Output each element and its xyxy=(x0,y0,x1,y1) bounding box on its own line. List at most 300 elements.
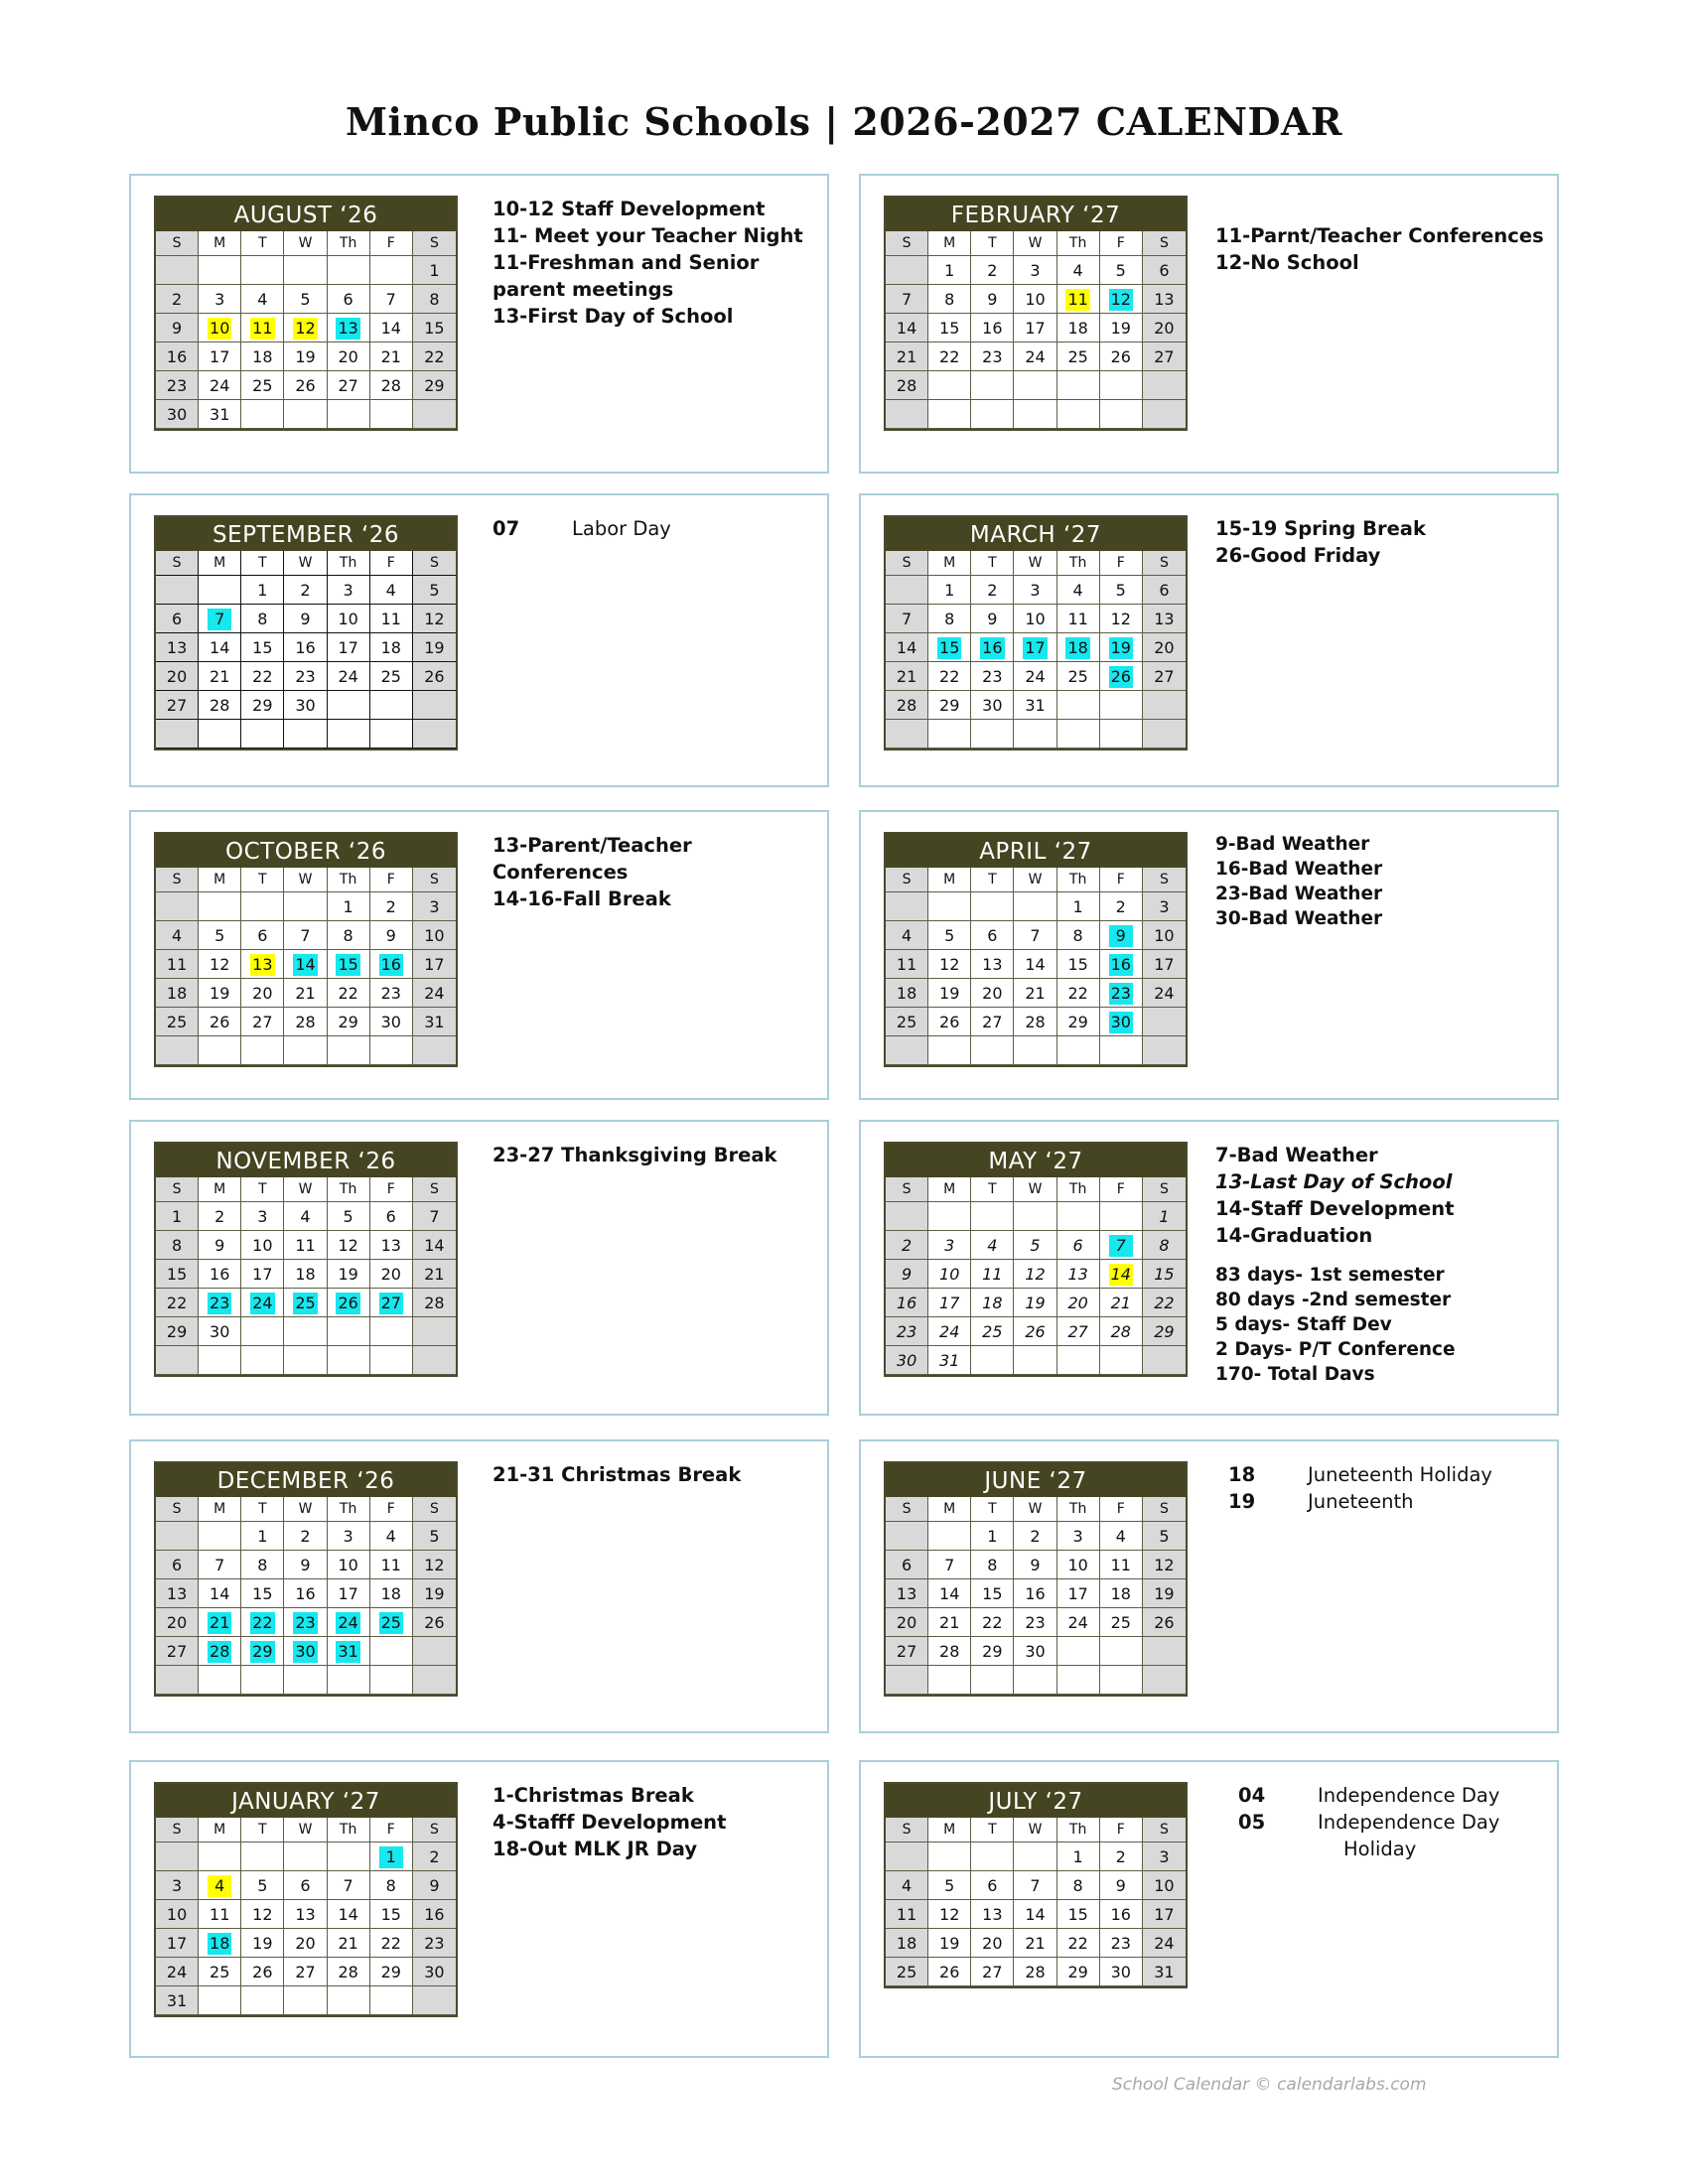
empty-cell xyxy=(1143,400,1186,429)
day-cell: 13 xyxy=(971,950,1014,979)
empty-cell xyxy=(1100,1637,1143,1666)
day-cell: 3 xyxy=(1014,256,1056,285)
empty-cell xyxy=(199,1036,241,1065)
day-cell: 6 xyxy=(370,1202,413,1231)
weekday-header: Th xyxy=(1057,551,1100,576)
note-line: parent meetings xyxy=(492,278,674,301)
day-cell: 20 xyxy=(156,1608,199,1637)
day-cell: 15 xyxy=(928,314,971,342)
day-cell: 6 xyxy=(156,605,199,633)
empty-cell xyxy=(156,1843,199,1871)
day-cell: 22 xyxy=(413,342,456,371)
day-cell: 17 xyxy=(413,950,456,979)
day-cell: 1 xyxy=(928,576,971,605)
empty-cell xyxy=(284,400,327,429)
empty-cell xyxy=(1014,720,1056,749)
day-cell: 16 xyxy=(199,1260,241,1289)
day-grid xyxy=(156,1177,456,1375)
day-cell: 24 xyxy=(1014,662,1056,691)
month-name: FEBRUARY ‘27 xyxy=(886,198,1186,231)
note-date: 07 xyxy=(492,517,520,540)
day-cell: 29 xyxy=(971,1637,1014,1666)
day-cell: 30 xyxy=(886,1346,928,1375)
month-calendar xyxy=(884,515,1188,751)
day-cell: 8 xyxy=(928,605,971,633)
day-grid xyxy=(886,868,1186,1065)
weekday-header: S xyxy=(1143,231,1186,256)
day-cell: 9 xyxy=(886,1260,928,1289)
day-cell: 18 xyxy=(156,979,199,1008)
weekday-header: S xyxy=(156,868,199,892)
day-cell: 20 xyxy=(1143,314,1186,342)
day-cell: 2 xyxy=(413,1843,456,1871)
day-cell: 24 xyxy=(413,979,456,1008)
day-cell xyxy=(328,314,370,342)
day-cell xyxy=(1100,1008,1143,1036)
empty-cell xyxy=(199,1986,241,2015)
day-cell: 25 xyxy=(199,1958,241,1986)
day-cell: 26 xyxy=(241,1958,284,1986)
empty-cell xyxy=(241,1346,284,1375)
day-cell: 9 xyxy=(1100,1871,1143,1900)
day-cell: 10 xyxy=(928,1260,971,1289)
highlight-cyan: 23 xyxy=(295,1613,316,1632)
day-cell: 2 xyxy=(1014,1522,1056,1551)
weekday-header: S xyxy=(886,231,928,256)
day-cell: 6 xyxy=(241,921,284,950)
day-cell xyxy=(241,1289,284,1317)
day-cell: 30 xyxy=(370,1008,413,1036)
day-cell: 8 xyxy=(328,921,370,950)
empty-cell xyxy=(971,1843,1014,1871)
empty-cell xyxy=(241,892,284,921)
day-cell: 30 xyxy=(1014,1637,1056,1666)
weekday-header: F xyxy=(1100,1818,1143,1843)
day-cell: 1 xyxy=(156,1202,199,1231)
day-cell: 16 xyxy=(971,314,1014,342)
day-cell: 1 xyxy=(413,256,456,285)
highlight-cyan: 26 xyxy=(1110,667,1131,686)
month-notes xyxy=(492,1782,820,1862)
month-panel xyxy=(129,493,829,787)
highlight-cyan: 16 xyxy=(1110,955,1131,974)
day-cell: 22 xyxy=(971,1608,1014,1637)
day-cell xyxy=(1100,979,1143,1008)
month-notes xyxy=(492,832,820,912)
month-notes xyxy=(1238,1782,1566,1862)
day-cell: 15 xyxy=(156,1260,199,1289)
day-cell: 7 xyxy=(284,921,327,950)
day-cell: 23 xyxy=(1014,1608,1056,1637)
note-text: Independence Day xyxy=(1318,1784,1500,1807)
empty-cell xyxy=(413,1036,456,1065)
highlight-yellow: 10 xyxy=(210,319,230,338)
weekday-header: W xyxy=(1014,1818,1056,1843)
empty-cell xyxy=(156,1666,199,1695)
day-cell: 28 xyxy=(370,371,413,400)
empty-cell xyxy=(370,400,413,429)
day-cell: 17 xyxy=(1143,1900,1186,1929)
day-cell: 12 xyxy=(1100,605,1143,633)
weekday-header: S xyxy=(1143,551,1186,576)
note-line: 14-Graduation xyxy=(1215,1224,1373,1247)
day-cell: 30 xyxy=(156,400,199,429)
day-cell: 6 xyxy=(1143,256,1186,285)
weekday-header: W xyxy=(284,1818,327,1843)
empty-cell xyxy=(284,1317,327,1346)
day-cell: 15 xyxy=(971,1579,1014,1608)
day-cell: 10 xyxy=(413,921,456,950)
month-panel xyxy=(129,1120,829,1416)
note-line: 23-27 Thanksgiving Break xyxy=(492,1144,777,1166)
day-cell: 12 xyxy=(413,1551,456,1579)
highlight-cyan: 16 xyxy=(380,955,401,974)
day-cell xyxy=(1100,921,1143,950)
highlight-yellow: 11 xyxy=(1067,290,1088,309)
day-cell: 29 xyxy=(928,691,971,720)
weekday-header: T xyxy=(971,1497,1014,1522)
stat-line: 80 days -2nd semester xyxy=(1215,1290,1452,1310)
empty-cell xyxy=(284,1346,327,1375)
empty-cell xyxy=(886,1843,928,1871)
empty-cell xyxy=(284,1666,327,1695)
empty-cell xyxy=(370,1317,413,1346)
day-cell: 26 xyxy=(284,371,327,400)
month-panel xyxy=(129,174,829,474)
empty-cell xyxy=(1057,720,1100,749)
weekday-header: S xyxy=(413,231,456,256)
weekday-header: S xyxy=(886,1177,928,1202)
day-cell: 20 xyxy=(241,979,284,1008)
empty-cell xyxy=(199,1522,241,1551)
day-cell: 11 xyxy=(156,950,199,979)
day-cell: 13 xyxy=(156,1579,199,1608)
day-cell: 15 xyxy=(1143,1260,1186,1289)
day-cell: 4 xyxy=(370,1522,413,1551)
day-cell xyxy=(284,1608,327,1637)
day-cell: 1 xyxy=(241,576,284,605)
highlight-yellow: 13 xyxy=(252,955,273,974)
weekday-header: S xyxy=(413,868,456,892)
day-cell: 24 xyxy=(1143,979,1186,1008)
empty-cell xyxy=(1143,691,1186,720)
day-cell xyxy=(1100,950,1143,979)
weekday-header: Th xyxy=(1057,1818,1100,1843)
day-cell: 2 xyxy=(1100,892,1143,921)
day-cell: 18 xyxy=(971,1289,1014,1317)
day-cell: 3 xyxy=(241,1202,284,1231)
highlight-cyan: 21 xyxy=(210,1613,230,1632)
day-cell: 17 xyxy=(156,1929,199,1958)
day-cell: 16 xyxy=(413,1900,456,1929)
empty-cell xyxy=(971,1036,1014,1065)
day-cell: 2 xyxy=(284,576,327,605)
day-cell xyxy=(241,314,284,342)
day-cell: 30 xyxy=(284,691,327,720)
day-cell: 10 xyxy=(1057,1551,1100,1579)
day-cell: 17 xyxy=(241,1260,284,1289)
day-cell xyxy=(928,633,971,662)
day-cell: 15 xyxy=(1057,1900,1100,1929)
day-cell: 3 xyxy=(328,576,370,605)
note-line: 9-Bad Weather xyxy=(1215,834,1370,855)
month-calendar xyxy=(884,832,1188,1067)
highlight-yellow: 12 xyxy=(295,319,316,338)
empty-cell xyxy=(886,1202,928,1231)
day-cell: 4 xyxy=(886,1871,928,1900)
day-cell: 24 xyxy=(199,371,241,400)
day-cell: 5 xyxy=(413,1522,456,1551)
day-cell: 5 xyxy=(928,921,971,950)
weekday-header: M xyxy=(199,231,241,256)
day-grid xyxy=(156,1497,456,1695)
empty-cell xyxy=(886,576,928,605)
weekday-header: F xyxy=(1100,551,1143,576)
day-cell: 6 xyxy=(886,1551,928,1579)
weekday-header: W xyxy=(284,551,327,576)
day-cell: 27 xyxy=(1143,662,1186,691)
empty-cell xyxy=(1014,1666,1056,1695)
note-line: 1-Christmas Break xyxy=(492,1784,694,1807)
day-cell: 6 xyxy=(971,921,1014,950)
day-grid xyxy=(886,1177,1186,1375)
weekday-header: S xyxy=(1143,868,1186,892)
weekday-header: S xyxy=(413,551,456,576)
day-cell: 21 xyxy=(328,1929,370,1958)
weekday-header: F xyxy=(370,551,413,576)
month-calendar xyxy=(154,832,458,1067)
note-row xyxy=(1238,1836,1566,1862)
empty-cell xyxy=(413,1317,456,1346)
empty-cell xyxy=(241,1666,284,1695)
day-cell: 9 xyxy=(413,1871,456,1900)
day-cell: 2 xyxy=(284,1522,327,1551)
day-cell: 3 xyxy=(328,1522,370,1551)
day-cell: 22 xyxy=(1057,979,1100,1008)
empty-cell xyxy=(1057,691,1100,720)
note-line xyxy=(1215,196,1543,222)
day-cell: 3 xyxy=(156,1871,199,1900)
empty-cell xyxy=(928,892,971,921)
empty-cell xyxy=(1100,400,1143,429)
weekday-header: M xyxy=(928,868,971,892)
day-cell xyxy=(1100,633,1143,662)
day-cell: 23 xyxy=(971,342,1014,371)
empty-cell xyxy=(284,1986,327,2015)
highlight-cyan: 23 xyxy=(210,1294,230,1312)
empty-cell xyxy=(1100,371,1143,400)
day-cell: 10 xyxy=(156,1900,199,1929)
month-name: JUNE ‘27 xyxy=(886,1463,1186,1497)
weekday-header: S xyxy=(156,231,199,256)
day-cell: 23 xyxy=(413,1929,456,1958)
month-panel xyxy=(859,1760,1559,2058)
note-date: 05 xyxy=(1238,1811,1266,1834)
day-cell: 14 xyxy=(413,1231,456,1260)
note-date xyxy=(1238,1836,1318,1862)
month-name: OCTOBER ‘26 xyxy=(156,834,456,868)
day-cell: 15 xyxy=(413,314,456,342)
day-cell xyxy=(1014,633,1056,662)
empty-cell xyxy=(971,1346,1014,1375)
note-line: Conferences xyxy=(492,861,629,884)
empty-cell xyxy=(284,1843,327,1871)
note-row xyxy=(1238,1809,1566,1836)
note-line: 15-19 Spring Break xyxy=(1215,517,1426,540)
empty-cell xyxy=(928,1666,971,1695)
day-cell: 19 xyxy=(413,1579,456,1608)
day-cell: 23 xyxy=(886,1317,928,1346)
day-cell: 19 xyxy=(928,979,971,1008)
day-cell: 3 xyxy=(413,892,456,921)
weekday-header: S xyxy=(156,551,199,576)
day-cell: 2 xyxy=(199,1202,241,1231)
empty-cell xyxy=(886,400,928,429)
day-cell: 5 xyxy=(1143,1522,1186,1551)
empty-cell xyxy=(284,256,327,285)
day-cell: 6 xyxy=(1057,1231,1100,1260)
day-cell: 1 xyxy=(1057,1843,1100,1871)
day-cell: 20 xyxy=(971,1929,1014,1958)
note-row xyxy=(1238,1782,1566,1809)
month-calendar xyxy=(884,1461,1188,1697)
day-cell: 8 xyxy=(1057,921,1100,950)
day-cell: 27 xyxy=(886,1637,928,1666)
day-cell: 9 xyxy=(199,1231,241,1260)
empty-cell xyxy=(971,400,1014,429)
day-cell: 29 xyxy=(1143,1317,1186,1346)
day-cell: 30 xyxy=(199,1317,241,1346)
month-name: MAY ‘27 xyxy=(886,1144,1186,1177)
day-cell: 8 xyxy=(241,1551,284,1579)
highlight-cyan: 24 xyxy=(338,1613,358,1632)
day-cell: 7 xyxy=(413,1202,456,1231)
highlight-yellow: 4 xyxy=(208,1875,231,1897)
day-cell: 10 xyxy=(1143,1871,1186,1900)
empty-cell xyxy=(156,1522,199,1551)
note-line: 16-Bad Weather xyxy=(1215,859,1383,880)
weekday-header: T xyxy=(971,551,1014,576)
empty-cell xyxy=(241,1317,284,1346)
day-cell: 13 xyxy=(1143,605,1186,633)
weekday-header: M xyxy=(199,1497,241,1522)
page-title: Minco Public Schools | 2026-2027 CALENDAR xyxy=(345,99,1343,144)
weekday-header: W xyxy=(1014,868,1056,892)
empty-cell xyxy=(328,256,370,285)
empty-cell xyxy=(413,1637,456,1666)
empty-cell xyxy=(1100,691,1143,720)
day-cell: 5 xyxy=(1014,1231,1056,1260)
day-cell: 2 xyxy=(156,285,199,314)
empty-cell xyxy=(971,892,1014,921)
day-cell: 28 xyxy=(284,1008,327,1036)
day-cell: 27 xyxy=(971,1008,1014,1036)
month-notes xyxy=(1215,515,1543,569)
day-cell: 20 xyxy=(971,979,1014,1008)
day-cell: 22 xyxy=(928,662,971,691)
month-panel xyxy=(129,810,829,1100)
month-calendar xyxy=(884,1142,1188,1377)
weekday-header: S xyxy=(1143,1497,1186,1522)
day-cell: 16 xyxy=(284,633,327,662)
day-cell: 9 xyxy=(156,314,199,342)
day-cell xyxy=(370,1289,413,1317)
weekday-header: Th xyxy=(328,551,370,576)
day-grid xyxy=(886,1818,1186,1986)
day-cell: 22 xyxy=(928,342,971,371)
empty-cell xyxy=(1143,1346,1186,1375)
day-cell xyxy=(241,1608,284,1637)
weekday-header: S xyxy=(156,1177,199,1202)
day-cell: 4 xyxy=(241,285,284,314)
day-cell: 21 xyxy=(413,1260,456,1289)
empty-cell xyxy=(370,1036,413,1065)
day-cell xyxy=(971,633,1014,662)
day-cell: 1 xyxy=(328,892,370,921)
weekday-header: W xyxy=(1014,231,1056,256)
empty-cell xyxy=(1100,1346,1143,1375)
day-cell: 4 xyxy=(886,921,928,950)
day-cell xyxy=(370,1608,413,1637)
weekday-header: T xyxy=(971,1177,1014,1202)
day-cell: 8 xyxy=(413,285,456,314)
empty-cell xyxy=(241,256,284,285)
day-cell: 22 xyxy=(328,979,370,1008)
day-cell: 17 xyxy=(1057,1579,1100,1608)
day-cell: 2 xyxy=(1100,1843,1143,1871)
weekday-header: M xyxy=(199,1818,241,1843)
month-panel xyxy=(859,174,1559,474)
weekday-header: T xyxy=(971,231,1014,256)
empty-cell xyxy=(1014,1843,1056,1871)
month-panel xyxy=(129,1760,829,2058)
day-cell: 10 xyxy=(1014,285,1056,314)
empty-cell xyxy=(284,720,327,749)
day-cell xyxy=(199,314,241,342)
weekday-header: T xyxy=(241,1818,284,1843)
day-cell: 13 xyxy=(971,1900,1014,1929)
empty-cell xyxy=(199,576,241,605)
note-line: 13-First Day of School xyxy=(492,305,734,328)
day-cell: 30 xyxy=(971,691,1014,720)
weekday-header: F xyxy=(1100,231,1143,256)
note-line: 4-Stafff Development xyxy=(492,1811,727,1834)
day-cell: 7 xyxy=(199,1551,241,1579)
day-cell: 28 xyxy=(413,1289,456,1317)
day-cell xyxy=(199,1289,241,1317)
empty-cell xyxy=(156,1346,199,1375)
highlight-cyan: 19 xyxy=(1110,638,1131,657)
weekday-header: F xyxy=(1100,1177,1143,1202)
day-cell: 31 xyxy=(928,1346,971,1375)
day-cell: 17 xyxy=(1143,950,1186,979)
day-cell: 29 xyxy=(413,371,456,400)
empty-cell xyxy=(971,371,1014,400)
empty-cell xyxy=(241,1986,284,2015)
day-cell: 22 xyxy=(1057,1929,1100,1958)
weekday-header: Th xyxy=(1057,1177,1100,1202)
empty-cell xyxy=(928,1036,971,1065)
day-cell: 4 xyxy=(1057,256,1100,285)
weekday-header: Th xyxy=(328,868,370,892)
day-cell xyxy=(328,1608,370,1637)
day-cell: 23 xyxy=(971,662,1014,691)
day-cell: 31 xyxy=(199,400,241,429)
day-cell: 12 xyxy=(928,950,971,979)
month-name: APRIL ‘27 xyxy=(886,834,1186,868)
day-cell: 23 xyxy=(156,371,199,400)
day-cell: 4 xyxy=(284,1202,327,1231)
